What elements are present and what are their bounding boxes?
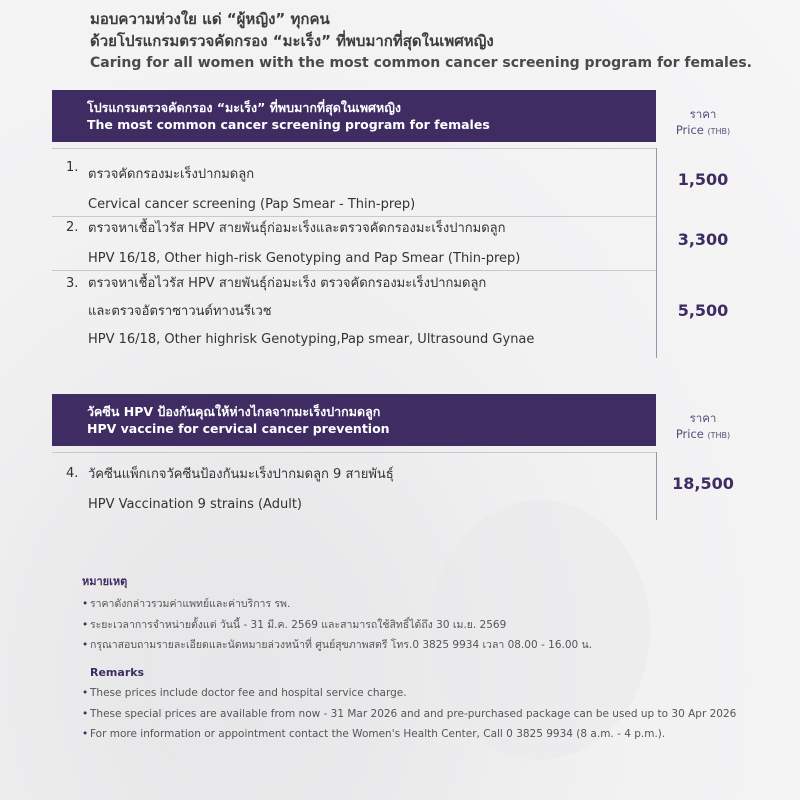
list-item	[66, 270, 646, 354]
section-title-th: โปรแกรมตรวจคัดกรอง “มะเร็ง” ที่พบมากที่สุดในเพศหญิง	[87, 100, 401, 115]
item-number: 2.	[66, 220, 79, 235]
section-title-th: วัคซีน HPV ป้องกันคุณให้ห่างไกลจากมะเร็งปากมดลูก	[87, 404, 381, 419]
item-line-en: HPV Vaccination 9 strains (Adult)	[88, 497, 302, 512]
note-item: • กรุณาสอบถามรายละเอียดและนัดหมายล่วงหน้าที่ ศูนย์สุขภาพสตรี โทร.0 3825 9934 เวลา 08.00 - 16.00 น.	[82, 635, 592, 656]
item-line-th: ตรวจหาเชื้อไวรัส HPV สายพันธุ์ก่อมะเร็ง ตรวจคัดกรองมะเร็งปากมดลูก	[88, 276, 487, 291]
list-item	[66, 460, 646, 520]
header-title-th-1: มอบความห่วงใย แด่ “ผู้หญิง” ทุกคน	[90, 10, 330, 28]
list-item	[66, 214, 646, 274]
item-line-th: วัคซีนแพ็กเกจวัคซีนป้องกันมะเร็งปากมดลูก 9 สายพันธุ์	[88, 467, 394, 482]
item-number: 3.	[66, 276, 79, 291]
item-price: 5,500	[677, 301, 729, 320]
item-line-en: Cervical cancer screening (Pap Smear - Thin-prep)	[88, 197, 416, 212]
list-item	[66, 160, 646, 220]
item-line-th: ตรวจคัดกรองมะเร็งปากมดลูก	[88, 167, 255, 182]
column-divider	[656, 148, 657, 358]
item-price: 1,500	[677, 170, 729, 189]
column-divider	[656, 452, 657, 520]
item-number: 4.	[66, 466, 79, 481]
note-item: • These prices include doctor fee and hospital service charge.	[82, 683, 736, 704]
item-line-en: HPV 16/18, Other high-risk Genotyping and Pap Smear (Thin-prep)	[88, 251, 521, 266]
vaccine-section	[52, 394, 742, 524]
notes-th	[82, 572, 592, 656]
note-item: • These special prices are available from now - 31 Mar 2026 and and pre-purchased package can be used up to 30 Apr 2026	[82, 704, 736, 725]
screening-section	[52, 90, 742, 360]
section-banner	[52, 394, 656, 446]
section-title-en: The most common cancer screening program for females	[87, 117, 490, 132]
price-label-en: Price	[675, 123, 704, 137]
background-decoration	[150, 520, 410, 800]
price-column-header	[664, 106, 742, 140]
note-item: • ราคาดังกล่าวรวมค่าแพทย์และค่าบริการ รพ.	[82, 594, 592, 615]
price-column-header	[664, 410, 742, 444]
note-item: • For more information or appointment contact the Women's Health Center, Call 0 3825 9934 (8 a.m. - 4 p.m.).	[82, 724, 736, 745]
divider	[52, 148, 656, 149]
item-price: 18,500	[672, 474, 734, 493]
price-unit: (THB)	[707, 431, 731, 440]
price-label-en: Price	[675, 427, 704, 441]
price-label-th: ราคา	[689, 107, 717, 121]
item-line-th-2: และตรวจอัตราซาวนด์ทางนรีเวช	[88, 304, 272, 319]
price-label-th: ราคา	[689, 411, 717, 425]
item-number: 1.	[66, 160, 79, 175]
item-line-th: ตรวจหาเชื้อไวรัส HPV สายพันธุ์ก่อมะเร็งและตรวจคัดกรองมะเร็งปากมดลูก	[88, 221, 506, 236]
page-header	[90, 8, 752, 74]
note-item: • ระยะเวลาการจำหน่ายตั้งแต่ วันนี้ - 31 มี.ค. 2569 และสามารถใช้สิทธิ์ได้ถึง 30 เม.ย. 2569	[82, 615, 592, 636]
notes-en-title: Remarks	[90, 666, 145, 679]
header-title-th-2: ด้วยโปรแกรมตรวจคัดกรอง “มะเร็ง” ที่พบมากที่สุดในเพศหญิง	[90, 32, 494, 50]
notes-th-title: หมายเหตุ	[82, 575, 128, 588]
section-title-en: HPV vaccine for cervical cancer prevention	[87, 421, 390, 436]
divider	[52, 452, 656, 453]
item-price: 3,300	[677, 230, 729, 249]
item-line-en: HPV 16/18, Other highrisk Genotyping,Pap smear, Ultrasound Gynae	[88, 332, 535, 347]
notes-en	[82, 666, 736, 745]
section-banner	[52, 90, 656, 142]
price-unit: (THB)	[707, 127, 731, 136]
header-title-en: Caring for all women with the most common cancer screening program for females.	[90, 55, 752, 71]
